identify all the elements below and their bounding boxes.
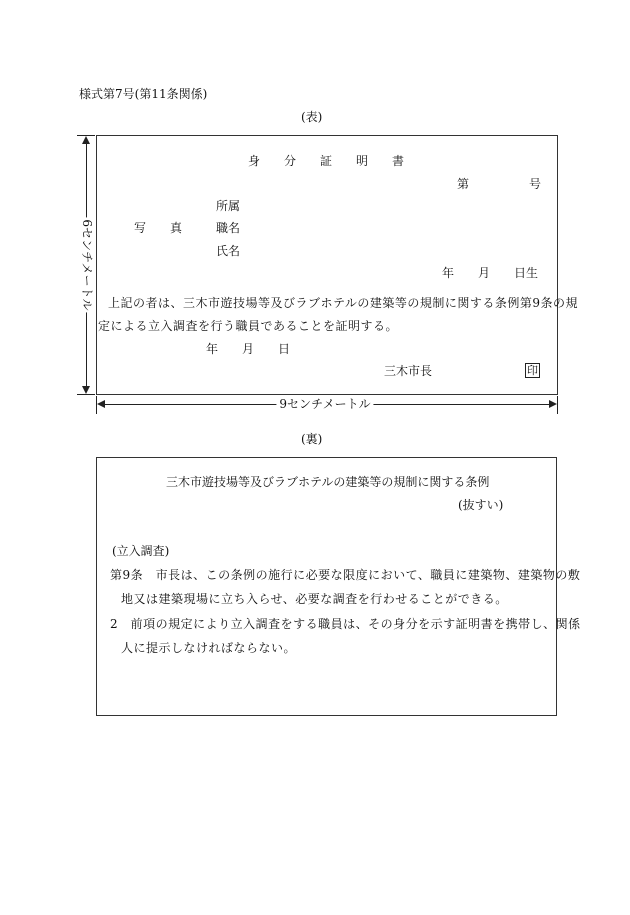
photo-label: 写 真 (134, 221, 183, 235)
front-card (96, 135, 579, 395)
paragraph-2-line-2: 人に提示しなければならない。 (121, 641, 297, 655)
position-label: 職名 (216, 221, 241, 235)
issue-date: 年 月 日 (206, 342, 291, 356)
height-arrow-bottom (82, 386, 90, 394)
ordinance-title: 三木市遊技場等及びラブホテルの建築等の規制に関する条例 (166, 475, 490, 489)
back-side-label: (裏) (301, 432, 323, 446)
birthdate-label: 年 月 日生 (442, 266, 539, 280)
form-number: 様式第7号(第11条関係) (79, 87, 208, 101)
height-tick-bottom (77, 394, 95, 395)
width-arrow-left (97, 400, 105, 408)
affiliation-label: 所属 (216, 199, 241, 213)
excerpt-label: (抜すい) (458, 498, 504, 512)
height-arrow-top (82, 136, 90, 144)
article-line-2: 地又は建築現場に立ち入らせ、必要な調査を行わせることができる。 (121, 592, 508, 606)
height-label: 6センチメートル (80, 219, 94, 311)
paragraph-2-line-1: 2 前項の規定により立入調査をする職員は、その身分を示す証明書を携帯し、関係 (110, 617, 581, 631)
back-card (96, 457, 581, 716)
issuer: 三木市長 (384, 364, 433, 378)
front-side-label: (表) (301, 110, 323, 124)
seal-mark: 印 (527, 364, 538, 377)
width-tick-right (557, 396, 558, 414)
width-arrow-right (549, 400, 557, 408)
statement-line-1: 上記の者は、三木市遊技場等及びラブホテルの建築等の規制に関する条例第9条の規 (108, 296, 579, 310)
section-heading: (立入調査) (112, 544, 170, 558)
statement-line-2: 定による立入調査を行う職員であることを証明する。 (98, 319, 399, 333)
name-label: 氏名 (216, 244, 241, 258)
width-label: 9センチメートル (276, 397, 373, 411)
card-title: 身 分 証 明 書 (248, 154, 405, 168)
article-line-1: 第9条 市長は、この条例の施行に必要な限度において、職員に建築物、建築物の敷 (110, 568, 581, 582)
card-number: 第 号 (457, 177, 542, 191)
